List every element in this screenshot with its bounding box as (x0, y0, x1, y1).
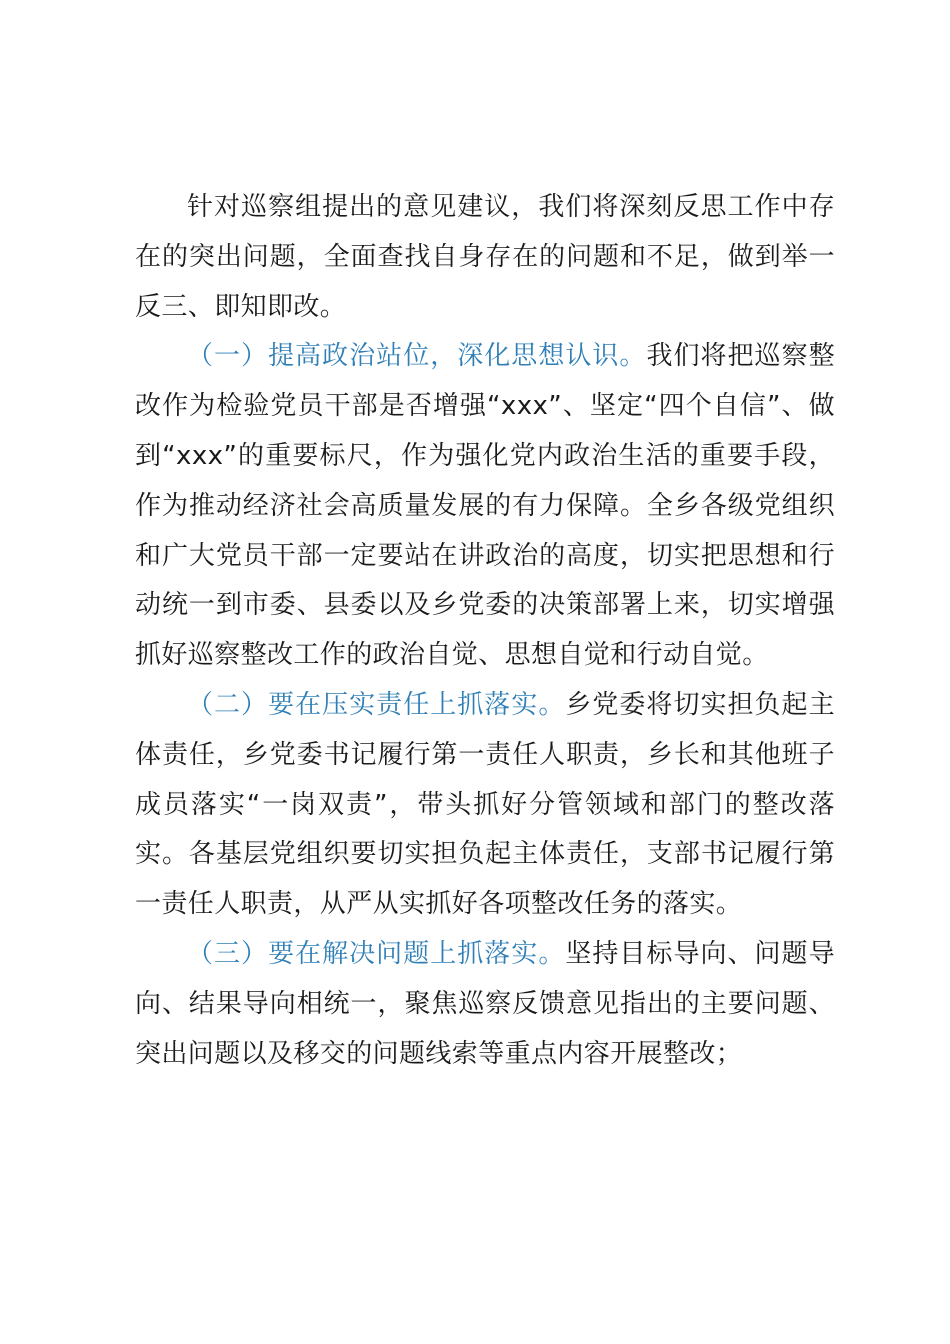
section-heading-1: （一）提高政治站位，深化思想认识。 (187, 341, 647, 372)
document-body (135, 183, 835, 1079)
paragraph-intro-text: 针对巡察组提出的意见建议，我们将深刻反思工作中存在的突出问题，全面查找自身存在的问题和不足，做到举一反三、即知即改。 (135, 192, 835, 322)
paragraph-1-text: 我们将把巡察整改作为检验党员干部是否增强“xxx”、坚定“四个自信”、做到“xxx”的重要标尺，作为强化党内政治生活的重要手段，作为推动经济社会高质量发展的有力保障。全乡各级党组织和广大党员干部一定要站在讲政治的高度，切实把思想和行动统一到市委、县委以及乡党委的决策部署上来，切实增强抓好巡察整改工作的政治自觉、思想自觉和行动自觉。 (135, 341, 835, 671)
paragraph-1 (135, 332, 835, 681)
section-heading-2: （二）要在压实责任上抓落实。 (187, 689, 566, 720)
paragraph-intro (135, 183, 835, 332)
paragraph-2 (135, 681, 835, 930)
section-heading-3: （三）要在解决问题上抓落实。 (187, 938, 566, 969)
paragraph-3-text: 坚持目标导向、问题导向、结果导向相统一，聚焦巡察反馈意见指出的主要问题、突出问题以及移交的问题线索等重点内容开展整改； (135, 938, 835, 1069)
paragraph-2-text: 乡党委将切实担负起主体责任，乡党委书记履行第一责任人职责，乡长和其他班子成员落实“一岗双责”，带头抓好分管领域和部门的整改落实。各基层党组织要切实担负起主体责任，支部书记履行第一责任人职责，从严从实抓好各项整改任务的落实。 (135, 689, 835, 920)
paragraph-3 (135, 930, 835, 1079)
